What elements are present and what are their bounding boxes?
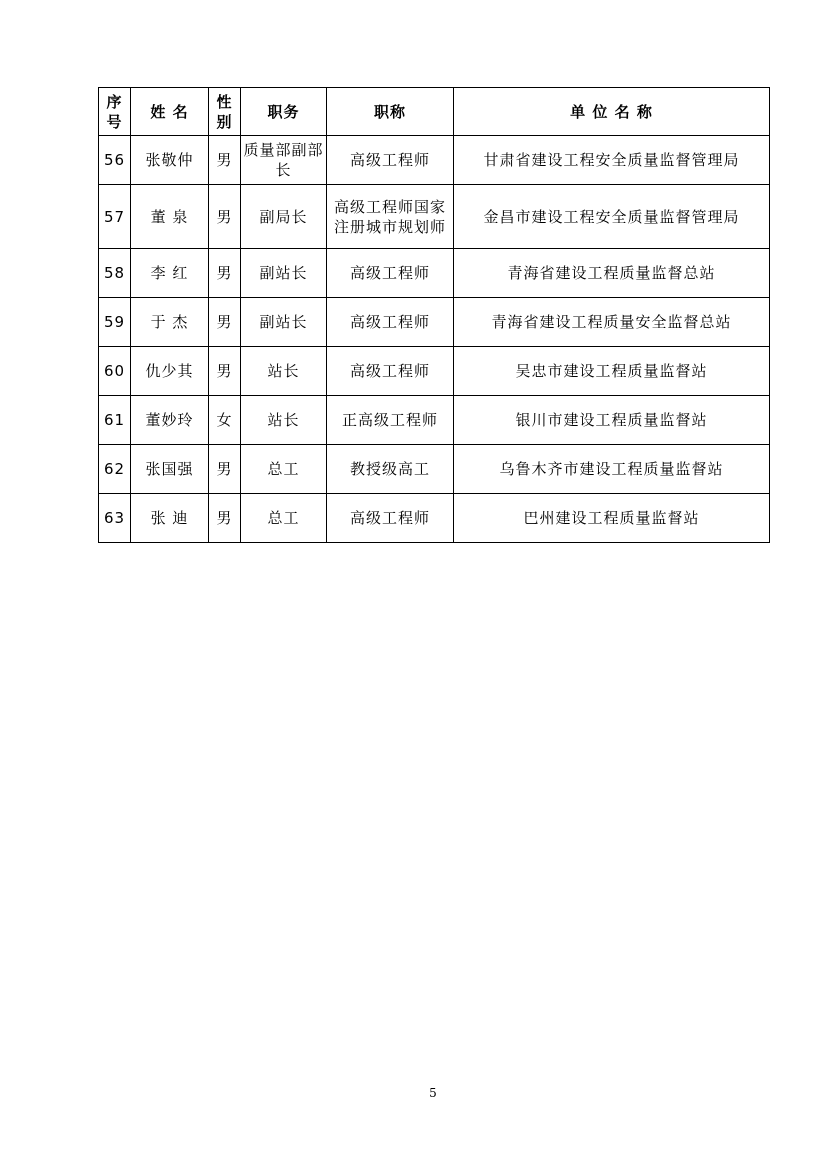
table-row bbox=[99, 347, 770, 396]
cell-gender: 男 bbox=[209, 347, 241, 396]
cell-name: 张敬仲 bbox=[131, 136, 209, 185]
cell-seq: 59 bbox=[99, 298, 131, 347]
cell-unit: 巴州建设工程质量监督站 bbox=[454, 494, 770, 543]
cell-gender: 男 bbox=[209, 298, 241, 347]
cell-position: 站长 bbox=[241, 396, 327, 445]
cell-title: 高级工程师 bbox=[327, 347, 454, 396]
cell-position: 副局长 bbox=[241, 185, 327, 249]
table-header-row bbox=[99, 88, 770, 136]
header-position: 职务 bbox=[241, 88, 327, 136]
cell-gender: 女 bbox=[209, 396, 241, 445]
table-row bbox=[99, 494, 770, 543]
cell-unit: 青海省建设工程质量监督总站 bbox=[454, 249, 770, 298]
cell-seq: 58 bbox=[99, 249, 131, 298]
cell-name: 李 红 bbox=[131, 249, 209, 298]
table-row bbox=[99, 136, 770, 185]
cell-title: 高级工程师国家注册城市规划师 bbox=[327, 185, 454, 249]
cell-title: 高级工程师 bbox=[327, 249, 454, 298]
cell-seq: 63 bbox=[99, 494, 131, 543]
header-seq: 序 号 bbox=[99, 88, 131, 136]
cell-position: 总工 bbox=[241, 445, 327, 494]
cell-name: 董妙玲 bbox=[131, 396, 209, 445]
table-row bbox=[99, 298, 770, 347]
cell-position: 站长 bbox=[241, 347, 327, 396]
cell-name: 董 泉 bbox=[131, 185, 209, 249]
cell-title: 高级工程师 bbox=[327, 494, 454, 543]
cell-gender: 男 bbox=[209, 185, 241, 249]
cell-seq: 62 bbox=[99, 445, 131, 494]
cell-unit: 乌鲁木齐市建设工程质量监督站 bbox=[454, 445, 770, 494]
cell-unit: 金昌市建设工程安全质量监督管理局 bbox=[454, 185, 770, 249]
personnel-table bbox=[98, 87, 770, 543]
cell-unit: 银川市建设工程质量监督站 bbox=[454, 396, 770, 445]
page-number: 5 bbox=[429, 1086, 437, 1100]
cell-unit: 甘肃省建设工程安全质量监督管理局 bbox=[454, 136, 770, 185]
header-title: 职称 bbox=[327, 88, 454, 136]
header-name: 姓 名 bbox=[131, 88, 209, 136]
cell-unit: 吴忠市建设工程质量监督站 bbox=[454, 347, 770, 396]
cell-position: 副站长 bbox=[241, 249, 327, 298]
cell-name: 张国强 bbox=[131, 445, 209, 494]
cell-title: 高级工程师 bbox=[327, 136, 454, 185]
cell-name: 张 迪 bbox=[131, 494, 209, 543]
cell-gender: 男 bbox=[209, 445, 241, 494]
cell-title: 正高级工程师 bbox=[327, 396, 454, 445]
cell-name: 仇少其 bbox=[131, 347, 209, 396]
cell-title: 高级工程师 bbox=[327, 298, 454, 347]
table-row bbox=[99, 185, 770, 249]
cell-seq: 56 bbox=[99, 136, 131, 185]
table-row bbox=[99, 445, 770, 494]
cell-seq: 61 bbox=[99, 396, 131, 445]
cell-gender: 男 bbox=[209, 494, 241, 543]
table-row bbox=[99, 249, 770, 298]
cell-name: 于 杰 bbox=[131, 298, 209, 347]
header-gender: 性 别 bbox=[209, 88, 241, 136]
cell-seq: 57 bbox=[99, 185, 131, 249]
header-unit: 单 位 名 称 bbox=[454, 88, 770, 136]
cell-gender: 男 bbox=[209, 249, 241, 298]
cell-unit: 青海省建设工程质量安全监督总站 bbox=[454, 298, 770, 347]
cell-seq: 60 bbox=[99, 347, 131, 396]
cell-title: 教授级高工 bbox=[327, 445, 454, 494]
table-row bbox=[99, 396, 770, 445]
cell-gender: 男 bbox=[209, 136, 241, 185]
cell-position: 总工 bbox=[241, 494, 327, 543]
cell-position: 副站长 bbox=[241, 298, 327, 347]
cell-position: 质量部副部长 bbox=[241, 136, 327, 185]
